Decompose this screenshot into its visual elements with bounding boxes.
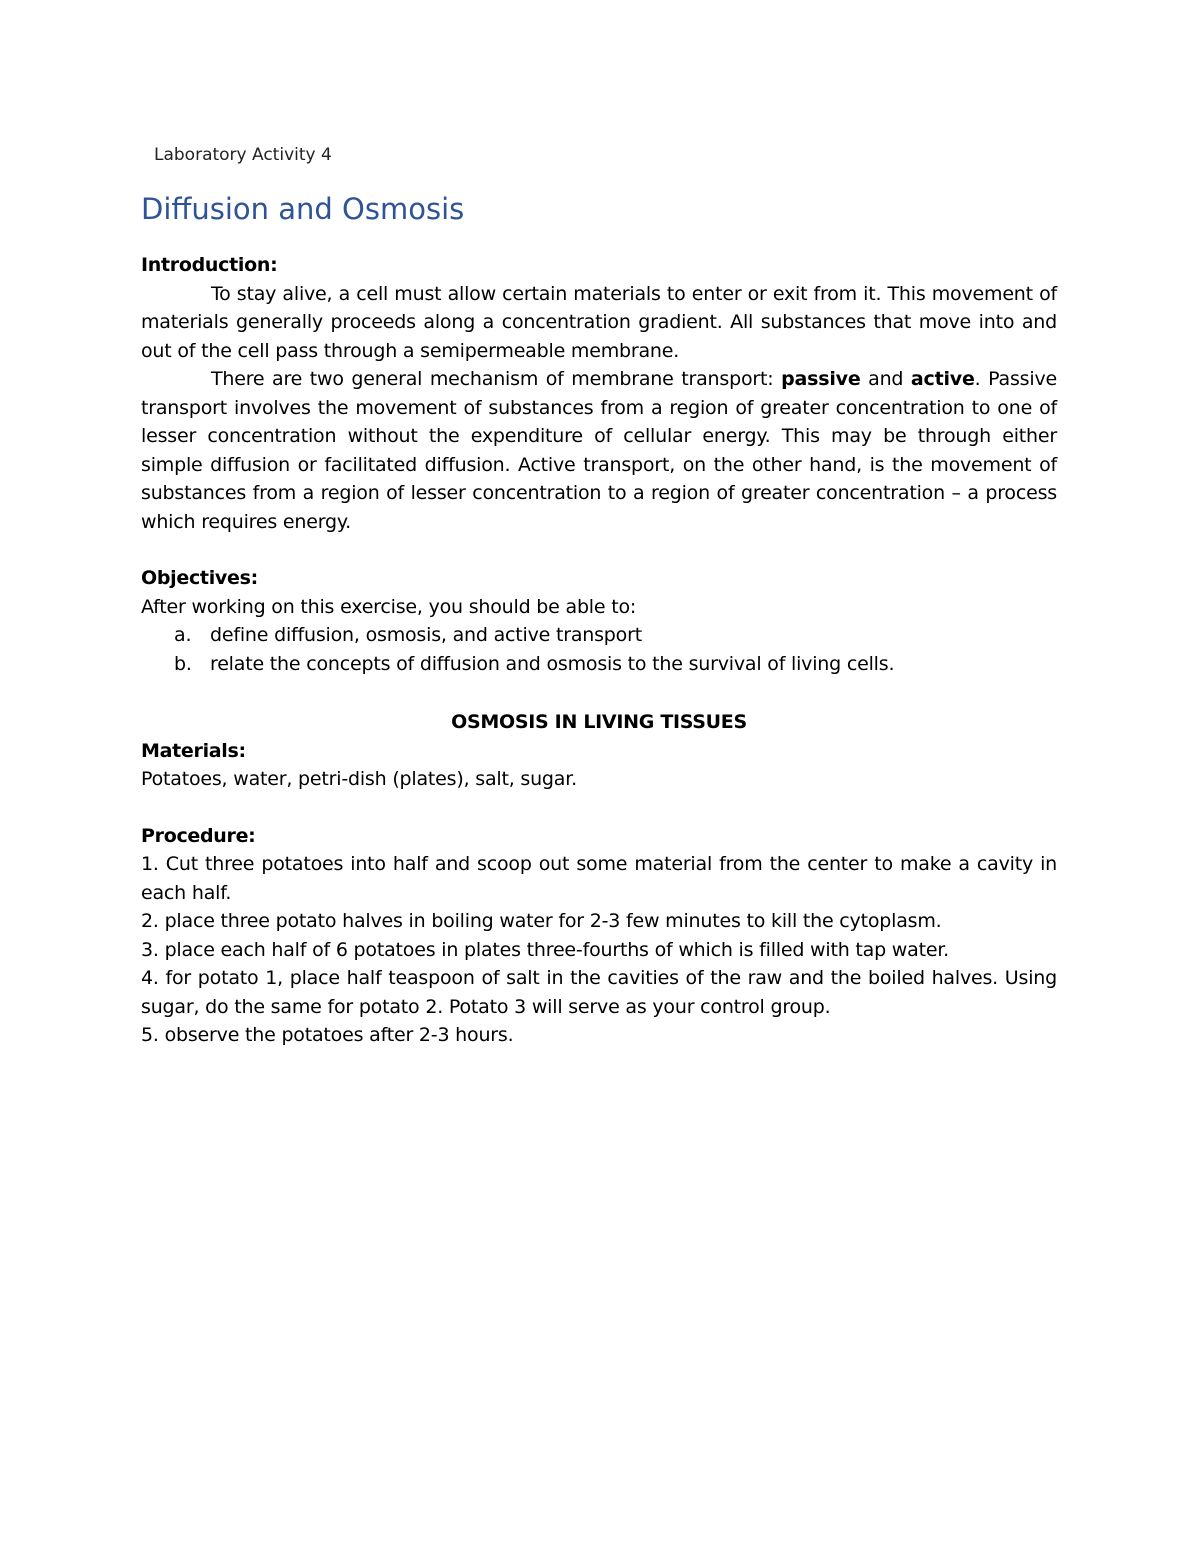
paragraph-2-text-before: There are two general mechanism of membrane transport: [211,368,782,390]
document-title: Diffusion and Osmosis [141,192,465,226]
introduction-paragraph-2 [141,365,1057,536]
passive-term: passive [781,368,861,390]
objective-item [174,650,1057,679]
paragraph-2-text-after: . Passive transport involves the movement of substances from a region of greater concentration to one of lesser concentration without the expenditure of cellular energy. This may be through either simple diffusion or facilitated diffusion. Active transport, on the other hand, is the movement of substances from a region of lesser concentration to a region of greater concentration – a process which requires energy. [141,368,1057,533]
procedure-step: 2. place three potato halves in boiling water for 2-3 few minutes to kill the cytoplasm. [141,910,942,932]
lab-activity-label: Laboratory Activity 4 [154,145,332,165]
procedure-step: 3. place each half of 6 potatoes in plates three-fourths of which is filled with tap water. [141,938,950,961]
procedure-heading: Procedure: [141,824,256,847]
objectives-list [141,621,1057,678]
objective-text: define diffusion, osmosis, and active transport [210,624,642,646]
osmosis-section-heading: OSMOSIS IN LIVING TISSUES [451,711,747,733]
procedure-steps [141,850,1057,1050]
introduction-heading: Introduction: [141,254,278,276]
materials-heading: Materials: [141,739,246,762]
materials-list: Potatoes, water, petri-dish (plates), salt, sugar. [141,768,577,790]
active-term: active [910,368,975,390]
paragraph-2-text-mid: and [860,368,911,390]
introduction-paragraph-1: To stay alive, a cell must allow certain materials to enter or exit from it. This movement of materials generally proceeds along a concentration gradient. All substances that move into and out of the cell pass through a semipermeable membrane. [141,282,1057,362]
document-page [141,143,1057,1050]
objective-text: relate the concepts of diffusion and osmosis to the survival of living cells. [210,652,895,675]
objective-letter: b. [174,652,192,675]
procedure-step: 4. for potato 1, place half teaspoon of salt in the cavities of the raw and the boiled halves. Using sugar, do the same for potato 2. Potato 3 will serve as your control group. [141,967,1057,1018]
objective-letter: a. [174,624,192,646]
procedure-step: 1. Cut three potatoes into half and scoop out some material from the center to make a cavity in each half. [141,853,1057,904]
procedure-step: 5. observe the potatoes after 2-3 hours. [141,1024,514,1046]
objectives-lead: After working on this exercise, you should be able to: [141,595,637,618]
objective-item [174,621,1057,650]
objectives-heading: Objectives: [141,567,258,589]
